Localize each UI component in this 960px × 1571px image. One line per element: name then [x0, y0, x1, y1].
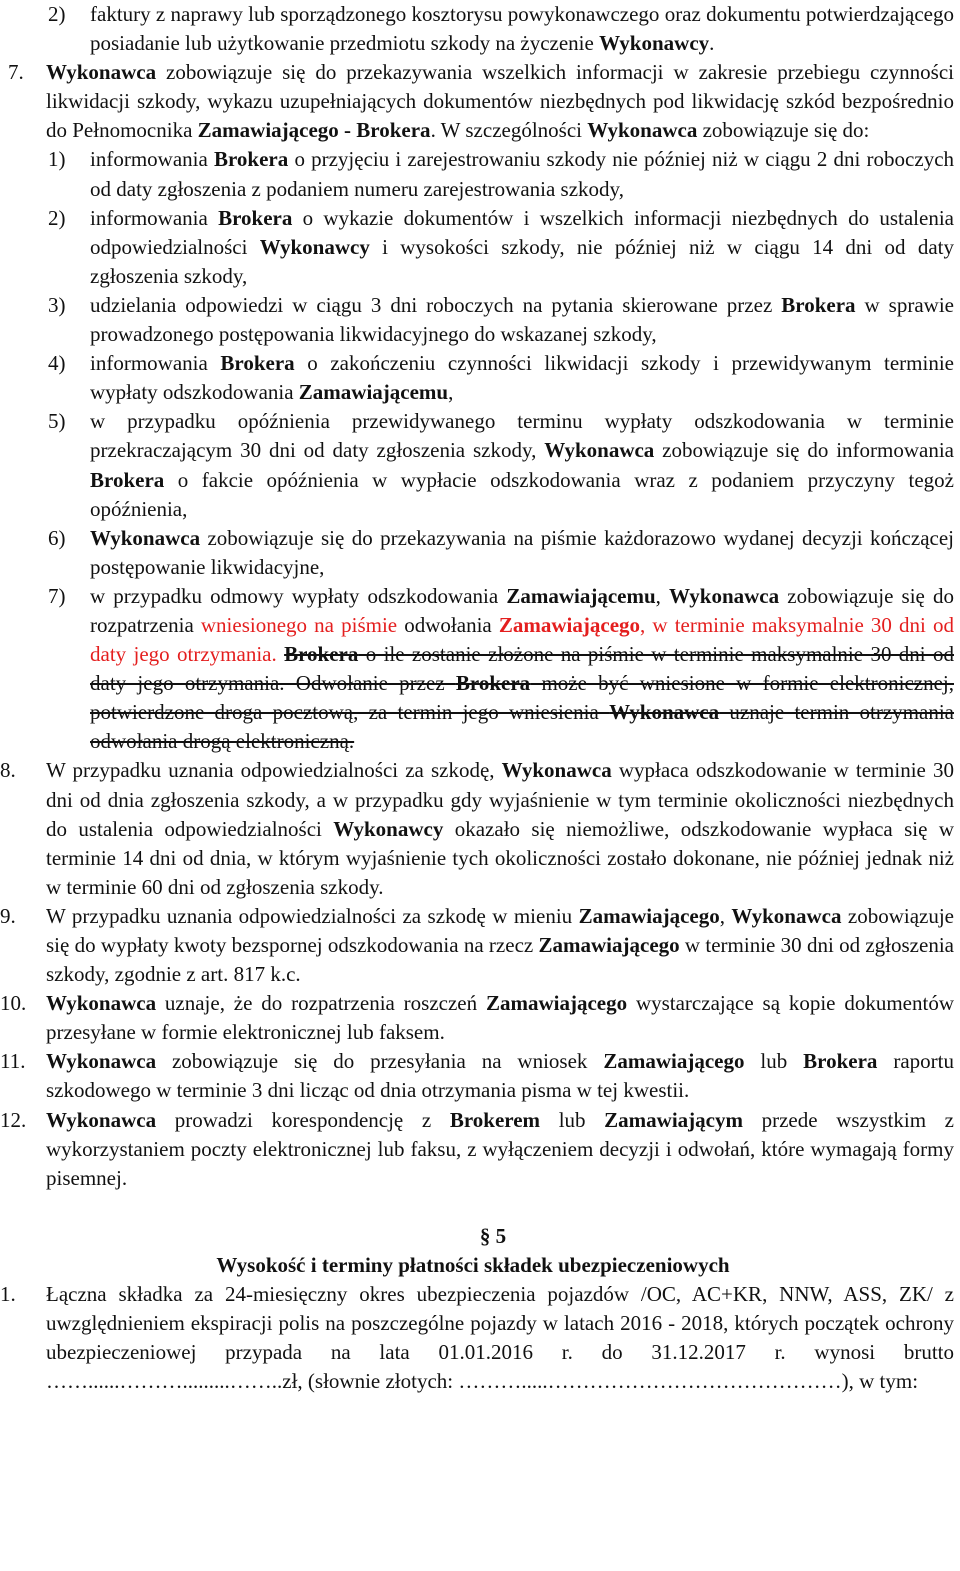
list-item-6: 6) Wykonawca zobowiązuje się do przekazywania na piśmie każdorazowo wydanej decyzji kończącej postępowanie likwidacyjne,	[48, 525, 954, 579]
list-number: 6)	[48, 525, 66, 550]
deleted-text: Brokera	[455, 671, 531, 696]
paragraph-number: 12.	[0, 1107, 27, 1132]
inserted-text: , w terminie maksymalnie 30 dni od daty jego otrzymania.	[90, 612, 954, 667]
paragraph-number: 1.	[0, 1281, 16, 1306]
list-number: 1)	[48, 147, 66, 172]
list-item-1: 1) informowania Brokera o przyjęciu i zarejestrowaniu szkody nie później niż w ciągu 2 dni roboczych od daty zgłoszenia z podaniem numeru zarejestrowania szkody,	[48, 147, 955, 201]
list-number: 4)	[48, 351, 66, 376]
paragraph-number: 10.	[0, 991, 27, 1016]
paragraph-number: 7.	[8, 60, 24, 85]
list-number: 7)	[48, 583, 66, 608]
deleted-text: Wykonawca	[609, 700, 720, 725]
list-item-3: 3) udzielania odpowiedzi w ciągu 3 dni roboczych na pytania skierowane przez Brokera w sprawie prowadzonego postępowania likwidacyjnego do wskazanej szkody,	[48, 292, 954, 347]
list-item-4: 4) informowania Brokera o zakończeniu czynności likwidacji szkody i przewidywanym terminie wypłaty odszkodowania Zamawiającemu,	[48, 351, 954, 405]
paragraph-12: 12. Wykonawca prowadzi korespondencję z Brokerem lub Zamawiającym przede wszystkim z wykorzystaniem poczty elektronicznej lub faksu, z wyłączeniem decyzji i odwołań, które wymagają formy pisemnej.	[0, 1107, 954, 1190]
deleted-text: może być wniesione w formie elektronicznej, potwierdzone droga pocztową, za termin jego wniesienia	[90, 671, 954, 725]
section-title: Wysokość i terminy płatności składek ubezpieczeniowych	[216, 1252, 730, 1277]
deleted-text: uznaje termin otrzymania odwołania drogą elektroniczną.	[90, 700, 954, 754]
paragraph-9: 9. W przypadku uznania odpowiedzialności za szkodę w mieniu Zamawiającego, Wykonawca zobowiązuje się do wypłaty kwoty bezspornej odszkodowania na rzecz Zamawiającego w terminie 30 dni od zgłoszenia szkody, zgodnie z art. 817 k.c.	[0, 903, 954, 987]
list-item-2-documents: 2) faktury z naprawy lub sporządzonego kosztorysu powykonawczego oraz dokumentu potwierdzającego posiadanie lub użytkowanie przedmiotu szkody na życzenie Wykonawcy.	[48, 2, 954, 56]
section-mark: § 5	[479, 1223, 507, 1248]
deleted-text: o ile zostanie złożone na piśmie w terminie maksymalnie 30 dni od daty jego otrzymania. Odwołanie przez	[90, 642, 954, 696]
paragraph-8: 8. W przypadku uznania odpowiedzialności za szkodę, Wykonawca wypłaca odszkodowanie w terminie 30 dni od dnia zgłoszenia szkody, a w przypadku gdy wyjaśnienie w tym terminie okoliczności niezbędnych do ustalenia odpowiedzialności Wykonawcy okazało się niemożliwe, odszkodowanie wypłaca się w terminie 14 dni od dnia, w którym wyjaśnienie tych okoliczności zostało dokonane, nie później jednak niż w terminie 60 dni od zgłoszenia szkody.	[0, 758, 954, 899]
list-item-2: 2) informowania Brokera o wykazie dokumentów i wszelkich informacji niezbędnych do ustalenia odpowiedzialności Wykonawcy i wysokości szkody, nie później niż w ciągu 14 dni od daty zgłoszenia szkody,	[48, 205, 954, 288]
paragraph-number: 8.	[0, 758, 16, 783]
list-number: 3)	[48, 292, 66, 317]
list-number: 5)	[48, 409, 66, 434]
paragraph-7: 7. Wykonawca zobowiązuje się do przekazywania wszelkich informacji w zakresie przebiegu czynności likwidacji szkody, wykazu uzupełniających dokumentów niezbędnych pod likwidację szkód bezpośrednio do Pełnomocnika Zamawiającego - Brokera. W szczególności Wykonawca zobowiązuje się do:	[8, 60, 954, 143]
paragraph-11: 11. Wykonawca zobowiązuje się do przesyłania na wniosek Zamawiającego lub Brokera raportu szkodowego w terminie 3 dni licząc od dnia otrzymania pisma w tej kwestii.	[0, 1049, 954, 1103]
deleted-text: Brokera	[284, 642, 359, 667]
spacer	[0, 1193, 960, 1222]
paragraph-10: 10. Wykonawca uznaje, że do rozpatrzenia roszczeń Zamawiającego wystarczające są kopie dokumentów przesyłane w formie elektronicznej lub faksem.	[0, 991, 954, 1045]
paragraph-number: 9.	[0, 903, 16, 928]
list-item-5: 5) w przypadku opóźnienia przewidywanego terminu wypłaty odszkodowania w terminie przekraczającym 30 dni od daty zgłoszenia szkody, Wykonawca zobowiązuje się do informowania Brokera o fakcie opóźnienia w wypłacie odszkodowania wraz z podaniem przyczyny tegoż opóźnienia,	[48, 409, 954, 521]
inserted-text: Zamawiającego	[498, 612, 641, 637]
list-number: 2)	[48, 2, 66, 26]
list-number: 2)	[48, 205, 66, 230]
section-5-paragraph-1: 1. Łączna składka za 24-miesięczny okres ubezpieczenia pojazdów /OC, AC+KR, NNW, ASS, ZK/ z uwzględnieniem ekspiracji polis na poszczególne pojazdy w latach 2016 - 2018, których początek ochrony ubezpieczeniowej przypada na lata 01.01.2016 r. do 31.12.2017 r. wynosi brutto ……......……….........……..zł, (słownie złotych: ……….....……………………………………), w tym:	[0, 1281, 954, 1394]
paragraph-number: 11.	[0, 1049, 26, 1074]
list-item-7: 7) w przypadku odmowy wypłaty odszkodowania Zamawiającemu, Wykonawca zobowiązuje się do rozpatrzenia wniesionego na piśmie odwołania Zamawiającego, w terminie maksymalnie 30 dni od daty jego otrzymania. Brokera o ile zostanie złożone na piśmie w terminie maksymalnie 30 dni od daty jego otrzymania. Odwołanie przez Brokera może być wniesione w formie elektronicznej, potwierdzone droga pocztową, za termin jego wniesienia Wykonawca uznaje termin otrzymania odwołania drogą elektroniczną.	[48, 583, 955, 754]
inserted-text: wniesionego na piśmie	[200, 612, 398, 637]
